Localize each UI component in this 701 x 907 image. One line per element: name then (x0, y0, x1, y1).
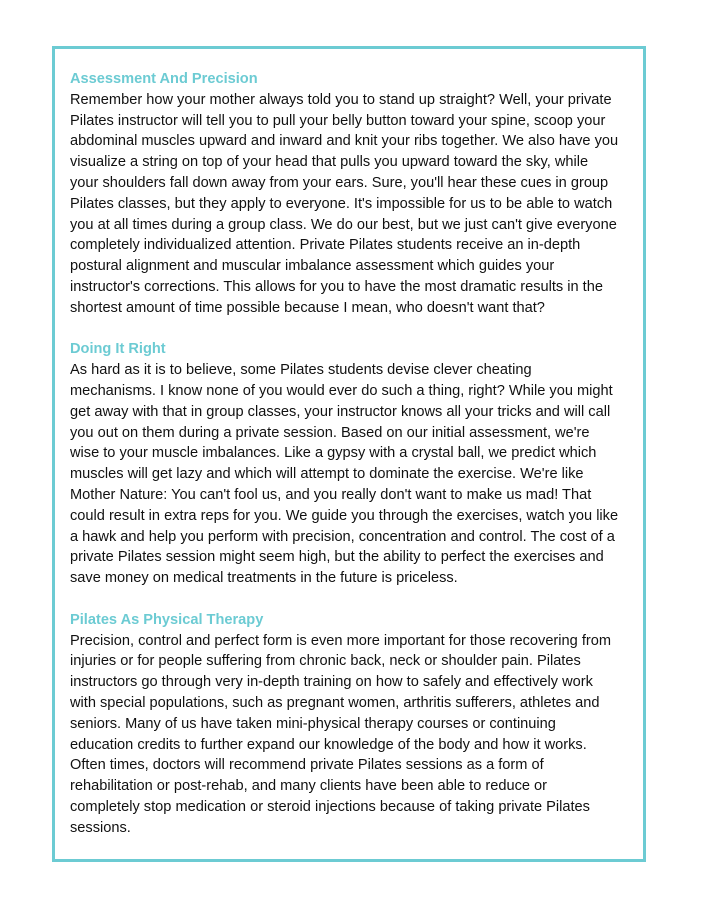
paragraph-line: you out on them during a private session. Based on our initial assessment, we're (70, 424, 590, 441)
paragraph-line: sessions. (70, 819, 131, 836)
paragraph-line: a hawk and help you perform with precision, concentration and control. The cost of a (70, 528, 615, 545)
section-heading: Pilates As Physical Therapy (70, 611, 264, 628)
paragraph-line: education credits to further expand our knowledge of the body and how it works. (70, 736, 587, 753)
paragraph-line: Remember how your mother always told you to stand up straight? Well, your private (70, 91, 612, 108)
paragraph-line: with special populations, such as pregnant women, arthritis sufferers, athletes and (70, 694, 600, 711)
paragraph-line: completely individualized attention. Private Pilates students receive an in-depth (70, 237, 581, 254)
section-heading: Assessment And Precision (70, 71, 258, 87)
paragraph-line: abdominal muscles upward and inward and knit your ribs together. We also have you (70, 133, 619, 150)
paragraph-line: injuries or for people suffering from chronic back, neck or shoulder pain. Pilates (70, 653, 581, 670)
paragraph-line: Precision, control and perfect form is even more important for those recovering from (70, 632, 612, 649)
section (70, 69, 640, 319)
paragraph-line: Mother Nature: You can't fool us, and you really don't want to make us mad! That (70, 486, 592, 503)
paragraph-line: visualize a string on top of your head that pulls you upward toward the sky, while (70, 154, 589, 171)
paragraph-line: As hard as it is to believe, some Pilates students devise clever cheating (70, 362, 532, 379)
paragraph-line: completely stop medication or steroid injections because of taking private Pilates (70, 798, 590, 815)
section-heading: Doing It Right (70, 341, 166, 358)
paragraph-line: could result in extra reps for you. We guide you through the exercises, watch you like (70, 507, 619, 524)
paragraph-line: shortest amount of time possible because I mean, who doesn't want that? (70, 299, 545, 316)
paragraph-line: Pilates classes, but they apply to everyone. It's impossible for us to be able to watch (70, 195, 613, 212)
paragraph-line: muscles will get lazy and which will attempt to dominate the exercise. We're like (70, 466, 584, 483)
paragraph-line: instructors go through very in-depth training on how to safely and effectively work (70, 674, 593, 691)
paragraph-line: rehabilitation or post-rehab, and many clients have been able to reduce or (70, 778, 548, 795)
paragraph-line: mechanisms. I know none of you would ever do such a thing, right? While you might (70, 382, 613, 399)
paragraph-line: postural alignment and muscular imbalance assessment which guides your (70, 258, 555, 275)
paragraph-line: get away with that in group classes, your instructor knows all your tricks and will call (70, 403, 611, 420)
section (70, 339, 640, 589)
paragraph-line: your shoulders fall down away from your ears. Sure, you'll hear these cues in group (70, 174, 609, 191)
paragraph-line: you at all times during a group class. We do our best, but we just can't give everyone (70, 216, 617, 233)
paragraph-line: seniors. Many of us have taken mini-physical therapy courses or continuing (70, 715, 556, 732)
paragraph-line: Often times, doctors will recommend private Pilates sessions as a form of (70, 757, 544, 774)
paragraph-line: instructor's corrections. This allows for you to have the most dramatic results in the (70, 278, 603, 295)
paragraph-line: wise to your muscle imbalances. Like a gypsy with a crystal ball, we predict which (70, 445, 597, 462)
document-body (70, 69, 640, 859)
paragraph-line: Pilates instructor will tell you to pull your belly button toward your spine, scoop your (70, 112, 606, 129)
section (70, 610, 640, 839)
paragraph-line: save money on medical treatments in the future is priceless. (70, 570, 458, 587)
paragraph-line: private Pilates session might seem high, but the ability to perfect the exercises and (70, 549, 604, 566)
